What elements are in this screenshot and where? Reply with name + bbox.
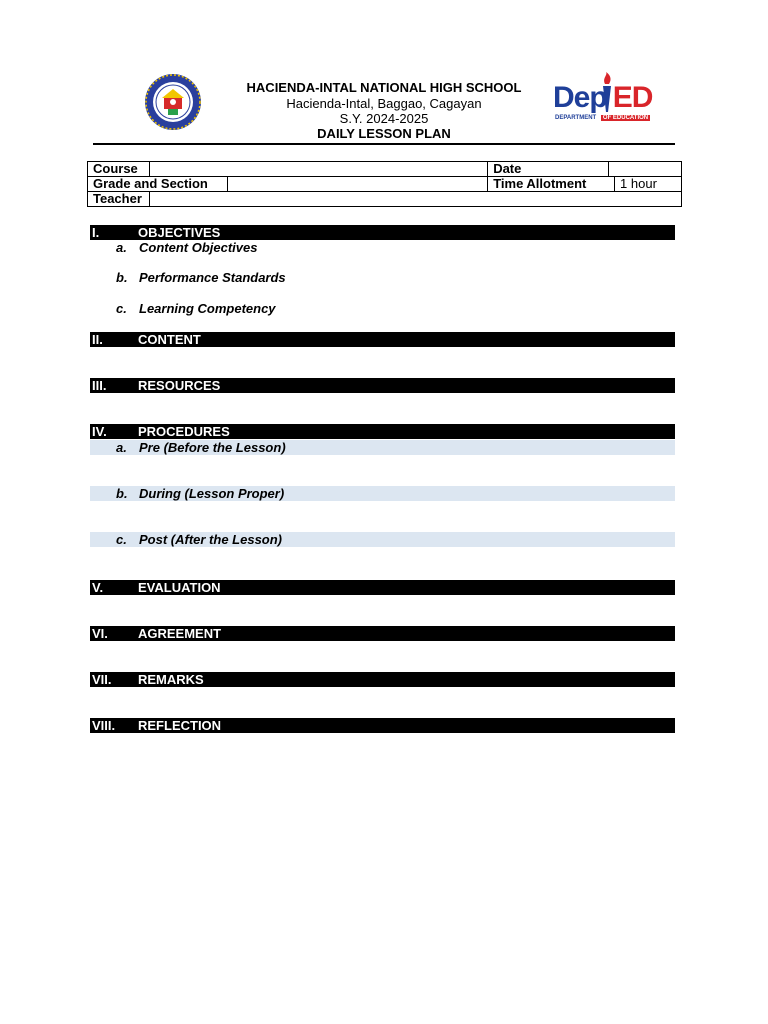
section-objectives [90,225,675,240]
section-title: PROCEDURES [138,424,230,439]
document-title: DAILY LESSON PLAN [317,126,451,141]
procedure-pre [90,440,675,455]
section-content [90,332,675,347]
item-text: Pre (Before the Lesson) [139,440,286,455]
section-procedures [90,424,675,439]
objective-performance [90,270,675,285]
section-reflection [90,718,675,733]
section-title: EVALUATION [138,580,221,595]
grade-section-field[interactable] [227,177,487,192]
deped-logo-sub-right: OF EDUCATION [602,115,649,121]
date-field[interactable] [609,162,682,177]
objective-competency [90,301,675,316]
deped-logo-sub-left: DEPARTMENT [555,115,597,121]
section-title: RESOURCES [138,378,221,393]
section-number: VIII. [92,718,116,733]
item-letter: c. [116,532,127,547]
item-letter: b. [116,270,128,285]
section-number: I. [92,225,100,240]
course-label: Course [88,162,150,177]
item-letter: a. [116,440,127,455]
header-rule [93,143,675,145]
deped-logo-ed: ED [612,81,653,114]
section-number: VI. [92,626,108,641]
section-number: V. [92,580,104,595]
deped-logo [553,72,668,128]
date-label: Date [488,162,609,177]
objective-content [90,240,675,255]
section-number: VII. [92,672,112,687]
section-title: REFLECTION [138,718,222,733]
section-number: IV. [92,424,107,439]
teacher-label: Teacher [88,192,150,207]
item-letter: b. [116,486,128,501]
item-text: Performance Standards [139,270,286,285]
section-evaluation [90,580,675,595]
procedure-post [90,532,675,547]
section-remarks [90,672,675,687]
section-agreement [90,626,675,641]
teacher-field[interactable] [149,192,681,207]
time-allotment-label: Time Allotment [488,177,615,192]
section-title: AGREEMENT [138,626,222,641]
section-resources [90,378,675,393]
school-address: Hacienda-Intal, Baggao, Cagayan [286,96,482,111]
item-text: Learning Competency [139,301,276,316]
school-name: HACIENDA-INTAL NATIONAL HIGH SCHOOL [246,80,522,95]
school-year: S.Y. 2024-2025 [339,111,429,126]
section-title: CONTENT [138,332,201,347]
deped-logo-dep: Dep [553,81,607,114]
item-text: During (Lesson Proper) [139,486,285,501]
grade-section-label: Grade and Section [88,177,228,192]
section-number: III. [92,378,107,393]
lesson-info-table [87,161,682,207]
item-letter: c. [116,301,127,316]
section-title: OBJECTIVES [138,225,221,240]
procedure-during [90,486,675,501]
course-field[interactable] [149,162,487,177]
item-text: Post (After the Lesson) [139,532,283,547]
section-title: REMARKS [138,672,204,687]
item-text: Content Objectives [139,240,258,255]
item-letter: a. [116,240,127,255]
section-number: II. [92,332,103,347]
time-allotment-field[interactable]: 1 hour [615,177,682,192]
